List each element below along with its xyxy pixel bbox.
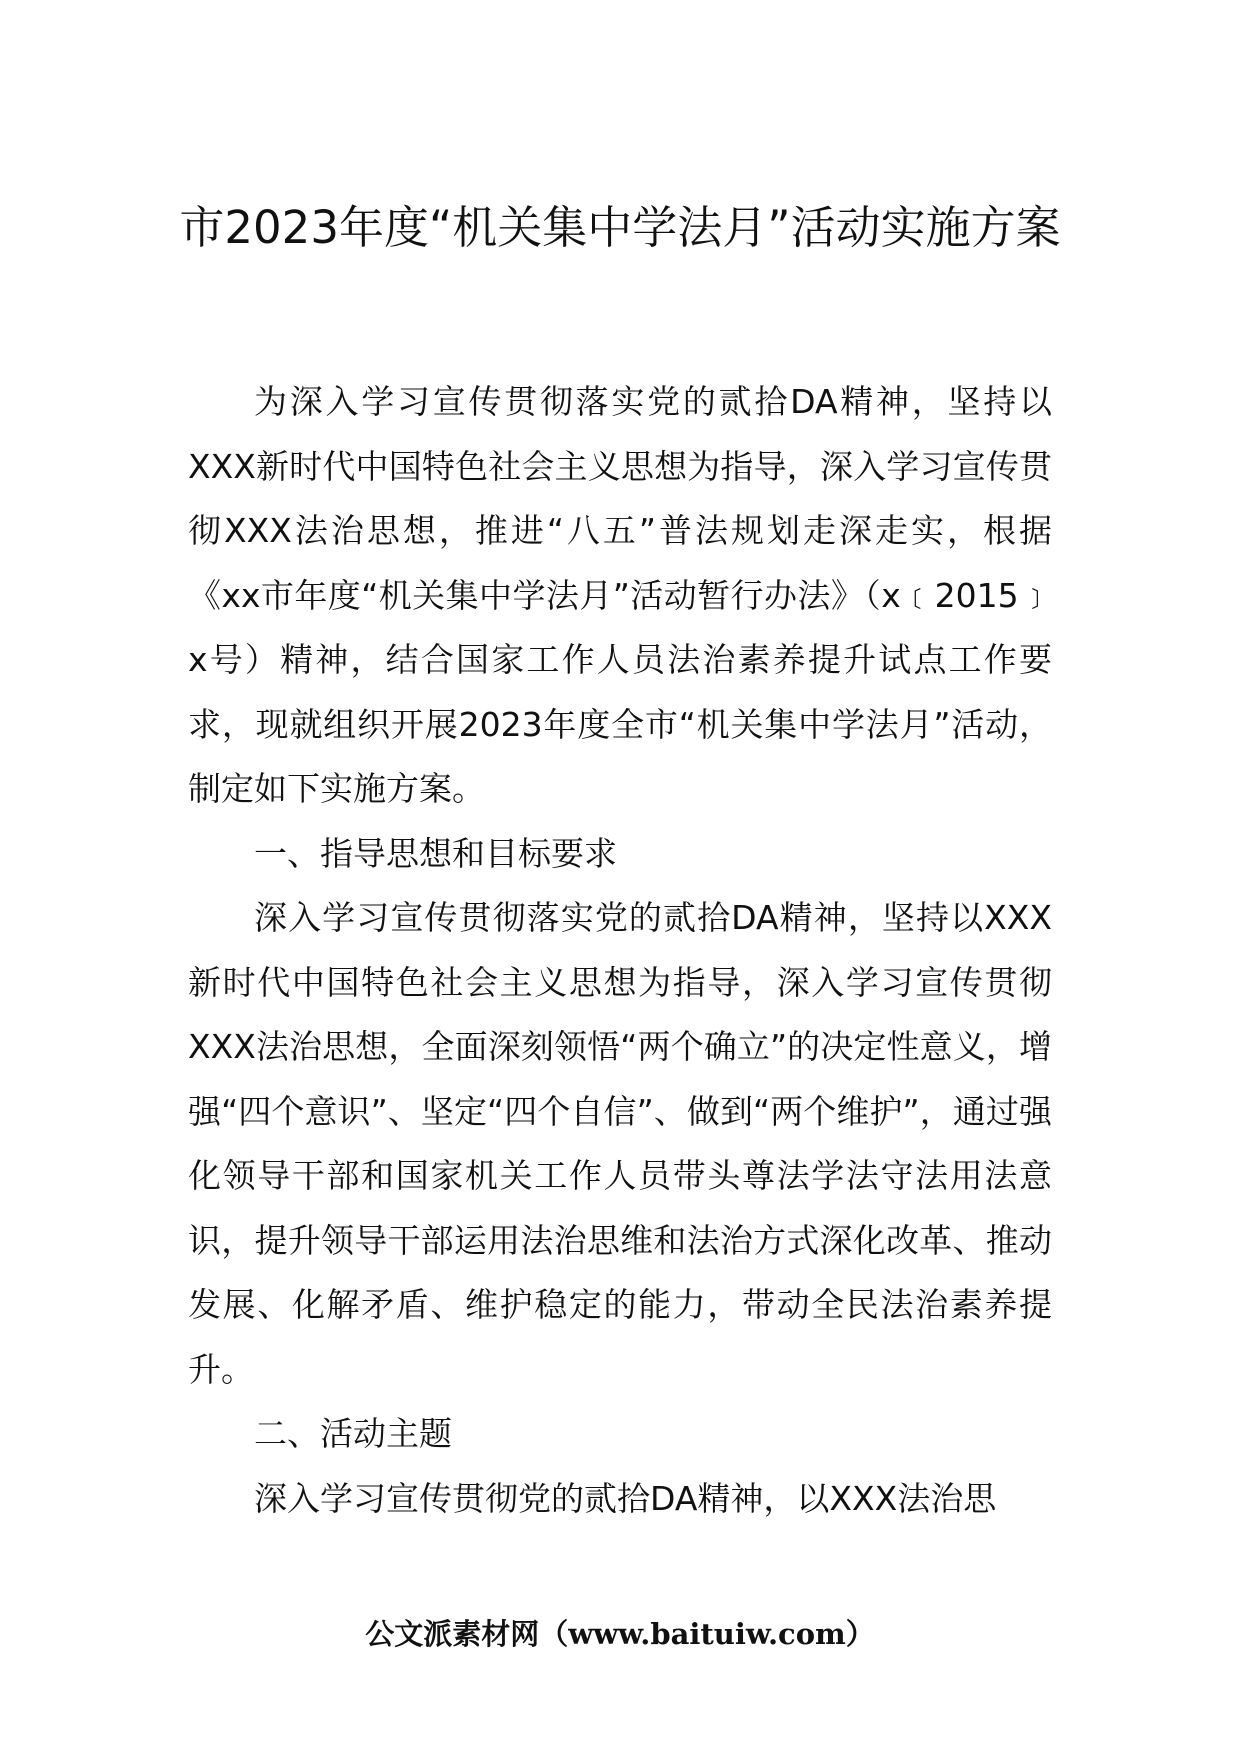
document-body bbox=[188, 370, 1052, 1531]
document-title: 市2023年度“机关集中学法月”活动实施方案 bbox=[179, 201, 1061, 254]
guiding-ideology-paragraph: 深入学习宣传贯彻落实党的贰拾DA精神，坚持以XXX新时代中国特色社会主义思想为指导，深入学习宣传贯彻XXX法治思想，全面深刻领悟“两个确立”的决定性意义，增强“四个意识”、坚定“四个自信”、做到“两个维护”，通过强化领导干部和国家机关工作人员带头尊法学法守法用法意识，提升领导干部运用法治思维和法治方式深化改革、推动发展、化解矛盾、维护稳定的能力，带动全民法治素养提升。 bbox=[188, 898, 1052, 1389]
activity-theme-paragraph: 深入学习宣传贯彻党的贰拾DA精神，以XXX法治思 bbox=[254, 1478, 997, 1518]
section-heading-guiding-ideology: 一、指导思想和目标要求 bbox=[254, 833, 617, 873]
footer-watermark: 公文派素材网（www.baituiw.com） bbox=[365, 1617, 875, 1651]
section-heading-activity-theme: 二、活动主题 bbox=[254, 1414, 452, 1453]
intro-paragraph: 为深入学习宣传贯彻落实党的贰拾DA精神，坚持以XXX新时代中国特色社会主义思想为指导，深入学习宣传贯彻XXX法治思想，推进“八五”普法规划走深走实，根据《xx市年度“机关集中学法月”活动暂行办法》（x﹝2015﹞x号）精神，结合国家工作人员法治素养提升试点工作要求，现就组织开展2023年度全市“机关集中学法月”活动，制定如下实施方案。 bbox=[188, 382, 1052, 808]
